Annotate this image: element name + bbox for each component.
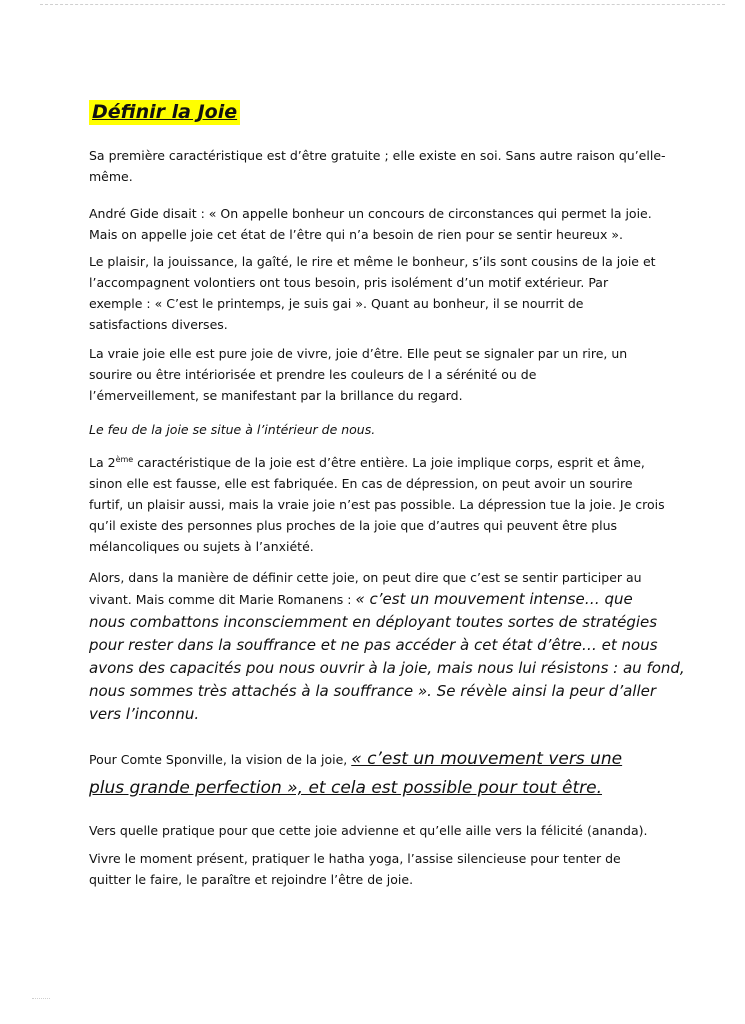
quote-line: vers l’inconnu. [89, 705, 200, 723]
quote-line: pour rester dans la souffrance et ne pas accéder à cet état d’être… et nous [89, 636, 658, 654]
paragraph-vraie-joie [89, 343, 689, 406]
text-line: La vraie joie elle est pure joie de vivre, joie d’être. Elle peut se signaler par un rire, un [89, 346, 628, 361]
text-line: sourire ou être intériorisée et prendre les couleurs de l a sérénité ou de [89, 367, 537, 382]
text-line: Mais on appelle joie cet état de l’être qui n’a besoin de rien pour se sentir heureux ». [89, 227, 623, 242]
text-line: l’émerveillement, se manifestant par la brillance du regard. [89, 388, 463, 403]
text-line [89, 745, 689, 774]
paragraph-plaisir [89, 251, 689, 335]
scan-artifact [32, 990, 50, 999]
text-fragment: Pour Comte Sponville, la vision de la joie, [89, 752, 352, 767]
paragraph-gide [89, 203, 689, 245]
paragraph-feu: Le feu de la joie se situe à l’intérieur de nous. [89, 422, 376, 437]
text-fragment: La 2 [89, 455, 116, 470]
quote-fragment: « c’est un mouvement vers une [351, 749, 623, 769]
paragraph-entiere [89, 452, 689, 557]
text-line: furtif, un plaisir aussi, mais la vraie joie n’est pas possible. La dépression tue la joie. Je crois [89, 497, 665, 512]
text-line: Sa première caractéristique est d’être gratuite ; elle existe en soi. Sans autre raison qu’elle- [89, 148, 666, 163]
quote-line: nous combattons inconsciemment en déployant toutes sortes de stratégies [89, 613, 658, 631]
text-line: quitter le faire, le paraître et rejoindre l’être de joie. [89, 872, 414, 887]
paragraph-romanens [89, 567, 689, 726]
text-line: l’accompagnent volontiers ont tous besoin, pris isolément d’un motif extérieur. Par [89, 275, 609, 290]
text-line: Le plaisir, la jouissance, la gaîté, le rire et même le bonheur, s’ils sont cousins de la joie et [89, 254, 656, 269]
text-line [89, 588, 689, 611]
text-line [89, 452, 689, 473]
text-line: Alors, dans la manière de définir cette joie, on peut dire que c’est se sentir participer au [89, 570, 642, 585]
text-line: mélancoliques ou sujets à l’anxiété. [89, 539, 314, 554]
quote-fragment: « c’est un mouvement intense… que [355, 590, 633, 608]
text-line: qu’il existe des personnes plus proches de la joie que d’autres qui peuvent être plus [89, 518, 618, 533]
quote-fragment: . [596, 778, 602, 798]
paragraph-pratique: Vers quelle pratique pour que cette joie advienne et qu’elle aille vers la félicité (ananda). [89, 823, 648, 838]
text-line: même. [89, 169, 133, 184]
scan-top-edge [40, 4, 725, 11]
quote-fragment: plus grande perfection », et cela est possible pour tout être [89, 778, 597, 798]
page-title: Définir la Joie [89, 100, 240, 125]
quote-line: avons des capacités pou nous ouvrir à la joie, mais nous lui résistons : au fond, [89, 659, 685, 677]
quote-line: nous sommes très attachés à la souffrance ». Se révèle ainsi la peur d’aller [89, 682, 657, 700]
paragraph-vivre [89, 848, 689, 890]
text-fragment: caractéristique de la joie est d’être entière. La joie implique corps, esprit et âme, [133, 455, 645, 470]
text-line: sinon elle est fausse, elle est fabriquée. En cas de dépression, on peut avoir un sourire [89, 476, 633, 491]
text-line: André Gide disait : « On appelle bonheur un concours de circonstances qui permet la joie. [89, 206, 652, 221]
paragraph-gratuite [89, 145, 689, 187]
superscript: ème [115, 454, 134, 464]
text-line: Vivre le moment présent, pratiquer le hatha yoga, l’assise silencieuse pour tenter de [89, 851, 621, 866]
text-line: satisfactions diverses. [89, 317, 228, 332]
text-line: exemple : « C’est le printemps, je suis gai ». Quant au bonheur, il se nourrit de [89, 296, 584, 311]
paragraph-sponville [89, 745, 689, 803]
text-fragment: vivant. Mais comme dit Marie Romanens : [89, 592, 356, 607]
text-line [89, 774, 689, 803]
